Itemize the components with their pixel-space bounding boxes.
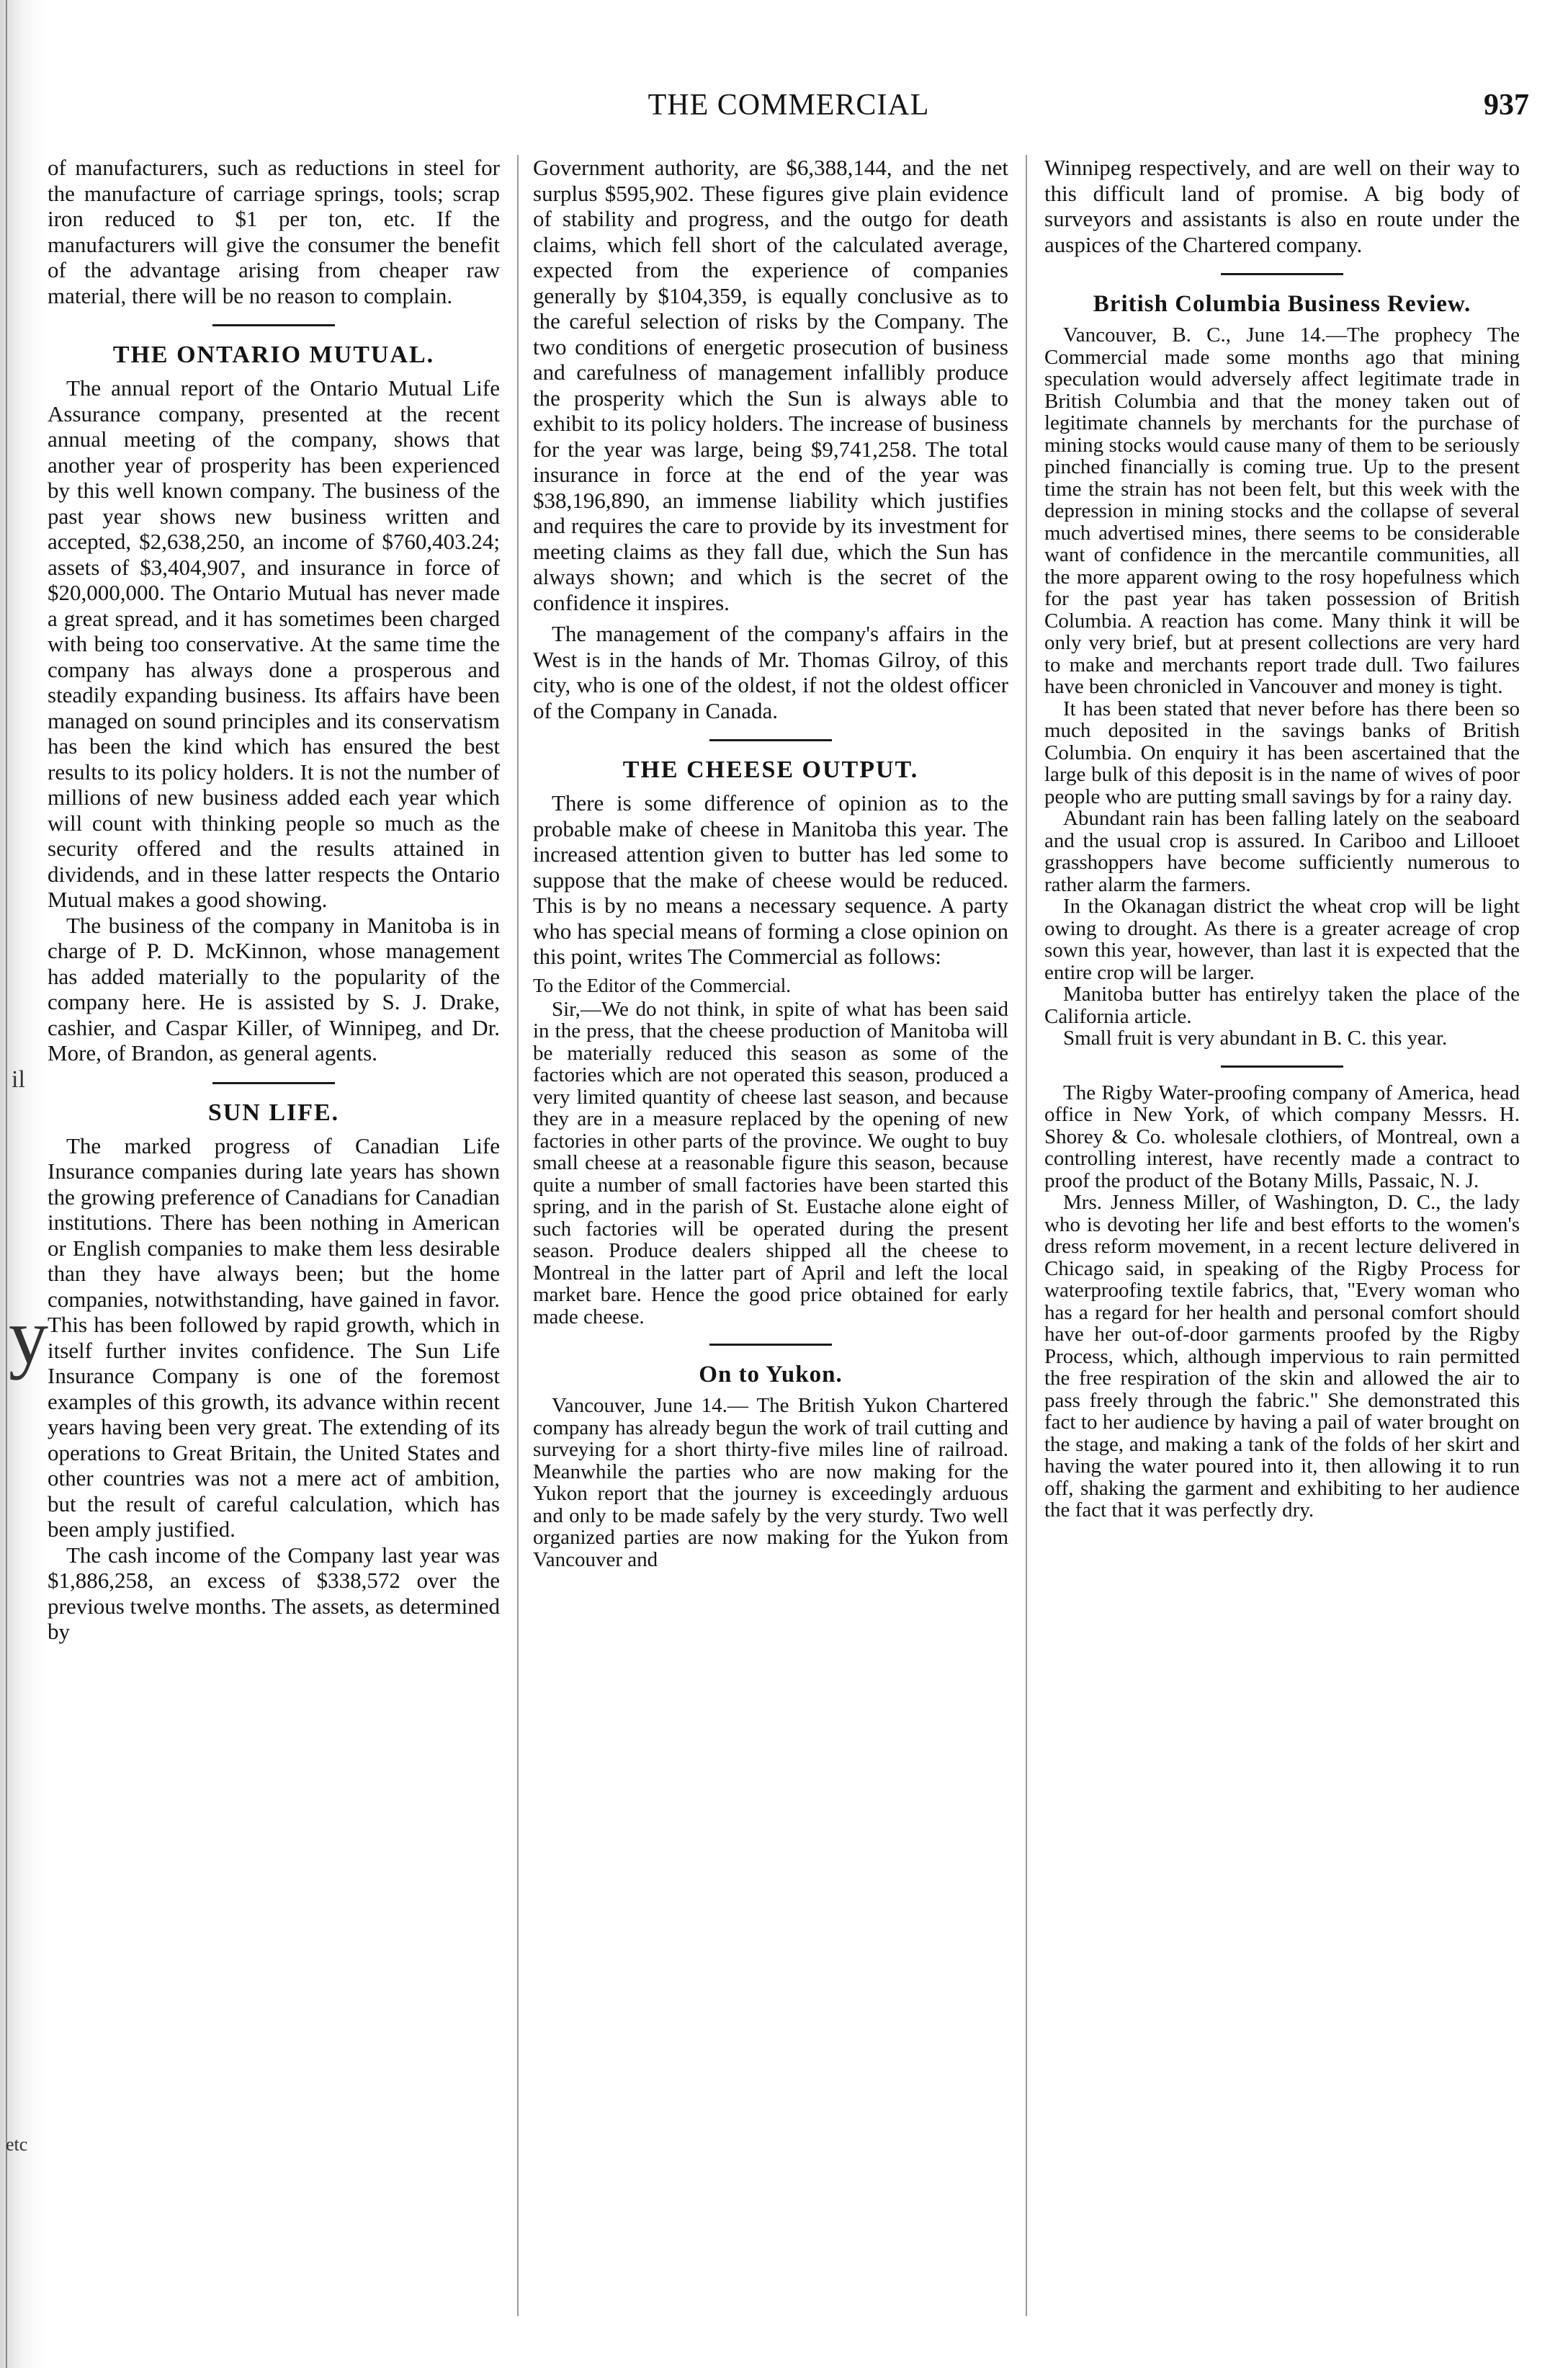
on-to-yukon-paragraph: Vancouver, June 14.— The British Yukon Chartered company has already begun the work of trail cutting and surveying for a short thirty-five miles line of railroad. Meanwhile the parties who are now making for the Yukon report that the journey is exceedingly arduous and only to be made safely by the very sturdy. Two well organized parties are now making for the Yukon from Vancouver and (533, 1394, 1008, 1571)
ontario-mutual-heading: THE ONTARIO MUTUAL. (112, 341, 435, 368)
column-rule-1 (517, 155, 519, 2316)
cheese-letter-body: Sir,—We do not think, in spite of what has been said in the press, that the cheese production of Manitoba will be materially reduced this season as some of the factories which are not operated this season, produced a very limited quantity of cheese last season, and because they are in a measure replaced by the opening of new factories in other parts of the province. We ought to buy small cheese at a reasonable figure this season, because quite a number of small factories have been started this spring, and in the parish of St. Eustache alone eight of such factories will be operated during the present season. Produce dealers shipped all the cheese to Montreal in the latter part of April and left the local market bare. Hence the good price obtained for early made cheese. (533, 997, 1008, 1328)
ontario-mutual-paragraph-2: The business of the company in Manitoba is in charge of P. D. McKinnon, whose management has added materially to the popularity of the company here. He is assisted by S. J. Drake, cashier, and Caspar Killer, of Winnipeg, and Dr. More, of Brandon, as general agents. (48, 912, 500, 1065)
margin-fragment-y: y (9, 1292, 48, 1380)
section-divider (212, 1082, 335, 1084)
column-1 (48, 155, 500, 1645)
sun-life-heading: SUN LIFE. (207, 1099, 340, 1126)
cheese-output-heading: THE CHEESE OUTPUT. (622, 756, 919, 783)
yukon-continuation: Winnipeg respectively, and are well on their way to this difficult land of promise. A big body of surveyors and assistants is also en route under the auspices of the Chartered company. (1044, 155, 1520, 257)
column-2 (533, 155, 1008, 1571)
masthead-title: THE COMMERCIAL (648, 89, 930, 122)
bc-business-review-heading: British Columbia Business Review. (1093, 291, 1471, 317)
bc-review-paragraph-3: Abundant rain has been falling lately on the seaboard and the usual crop is assured. In Cariboo and Lillooet grasshoppers have become sufficiently numerous to rather alarm the farmers. (1044, 807, 1520, 896)
binding-rule (6, 0, 7, 2368)
ontario-mutual-paragraph-1: The annual report of the Ontario Mutual Life Assurance company, presented at the recent annual meeting of the company, shows that another year of prosperity has been experienced by this well known company. The business of the past year shows new business written and accepted, $2,638,250, an income of $760,403.24; assets of $3,404,907, and insurance in force of $20,000,000. The Ontario Mutual has never made a great spread, and it has sometimes been charged with being too conservative. At the same time the company has always done a prosperous and steadily expanding business. Its affairs have been managed on sound principles and its conservatism has been the kind which has ensured the best results to its policy holders. It is not the number of millions of new business added each year which will count with thinking people so much as the security offered and the results attained in dividends, and in these latter respects the Ontario Mutual makes a good showing. (48, 375, 500, 912)
on-to-yukon-heading: On to Yukon. (699, 1362, 843, 1388)
bc-review-paragraph-4: In the Okanagan district the wheat crop will be light owing to drought. As there is a greater acreage of crop sown this year, however, than last it is expected that the entire crop will be larger. (1044, 895, 1520, 984)
bc-review-paragraph-1: Vancouver, B. C., June 14.—The prophecy The Commercial made some months ago that mining speculation would adversely affect legitimate trade in British Columbia and that the money taken out of legitimate channels by merchants for the purchase of mining stocks would cause many of them to be seriously pinched financially is coming true. Up to the present time the strain has not been felt, but this week with the depression in mining stocks and the collapse of several much advertised mines, there seems to be considerable want of confidence in the mercantile communities, all the more apparent owing to the rosy hopefulness which for the past year has taken possession of British Columbia. A reaction has come. Many think it will be only very brief, but at present collections are very hard to make and merchants report trade dull. Two failures have been chronicled in Vancouver and money is tight. (1044, 323, 1520, 698)
section-divider (709, 739, 832, 741)
rigby-paragraph-1: The Rigby Water-proofing company of America, head office in New York, of which company Messrs. H. Shorey & Co. wholesale clothiers, of Montreal, own a controlling interest, have recently made a contract to proof the product of the Botany Mills, Passaic, N. J. (1044, 1081, 1520, 1192)
column-rule-2 (1026, 155, 1027, 2316)
column-3 (1044, 155, 1520, 1522)
section-divider (1221, 1065, 1343, 1068)
page-number: 937 (1484, 89, 1529, 122)
rigby-paragraph-2: Mrs. Jenness Miller, of Washington, D. C., the lady who is devoting her life and best efforts to the women's dress reform movement, in a recent lecture delivered in Chicago said, in speaking of the Rigby Process for waterproofing textile fabrics, that, "Every woman who has a regard for her health and personal comfort should have her out-of-door garments proofed by the Rigby Process, which, although impervious to rain permitted the free respiration of the skin and allowed the air to pass freely through the fabric." She demonstrated this fact to her audience by having a pail of water brought on the stage, and making a tank of the folds of her skirt and having the water poured into it, then allowing it to run off, shaking the garment and exhibiting to her audience the fact that it was perfectly dry. (1044, 1191, 1520, 1522)
margin-fragment-etc: etc (6, 2134, 28, 2155)
bc-review-paragraph-6: Small fruit is very abundant in B. C. this year. (1063, 1027, 1448, 1050)
sun-life-management-paragraph: The management of the company's affairs in the West is in the hands of Mr. Thomas Gilroy, of this city, who is one of the oldest, if not the oldest officer of the Company in Canada. (533, 621, 1008, 723)
section-divider (212, 324, 335, 326)
sun-life-paragraph-2: The cash income of the Company last year was $1,886,258, an excess of $338,572 over the previous twelve months. The assets, as determined by (48, 1542, 500, 1644)
section-divider (709, 1344, 832, 1346)
manufacturers-paragraph: of manufacturers, such as reductions in steel for the manufacture of carriage springs, tools; scrap iron reduced to $1 per ton, etc. If the manufacturers will give the consumer the benefit of the advantage arising from cheaper raw material, there will be no reason to complain. (48, 155, 500, 308)
margin-fragment-il: il (12, 1066, 25, 1093)
bc-review-paragraph-2: It has been stated that never before has there been so much deposited in the savings banks of British Columbia. On enquiry it has been ascertained that the large bulk of this deposit is in the name of wives of poor people who are putting small savings by for a rainy day. (1044, 697, 1520, 808)
cheese-output-paragraph: There is some difference of opinion as to the probable make of cheese in Manitoba this year. The increased attention given to butter has led some to suppose that the make of cheese would be reduced. This is by no means a necessary sequence. A party who has special means of forming a close opinion on this point, writes The Commercial as follows: (533, 790, 1008, 969)
letter-salutation-heading: To the Editor of the Commercial. (533, 974, 792, 996)
sun-life-paragraph-1: The marked progress of Canadian Life Insurance companies during late years has shown the growing preference of Canadians for Canadian institutions. There has been nothing in American or English companies to make them less desirable than they have always been; but the home companies, notwithstanding, have gained in favor. This has been followed by rapid growth, which in itself further invites confidence. The Sun Life Insurance Company is one of the foremost examples of this growth, its advance within recent years having been very great. The extending of its operations to Great Britain, the United States and other countries was not a mere act of ambition, but the result of careful calculation, which has been amply justified. (48, 1132, 500, 1542)
sun-life-continuation: Government authority, are $6,388,144, and the net surplus $595,902. These figures give plain evidence of stability and progress, and the outgo for death claims, which fell short of the calculated average, expected from the experience of companies generally by $104,359, is equally conclusive as to the careful selection of risks by the Company. The two conditions of energetic prosecution of business and carefulness of management infallibly produce the prosperity which the Sun is always able to exhibit to its policy holders. The increase of business for the year was large, being $9,741,258. The total insurance in force at the end of the year was $38,196,890, an immense liability which justifies and requires the care to provide by its investment for meeting claims as they fall due, which the Sun has always shown; and which is the secret of the confidence it inspires. (533, 155, 1008, 615)
bc-review-paragraph-5: Manitoba butter has entirelyy taken the place of the California article. (1044, 983, 1520, 1028)
section-divider (1221, 273, 1343, 275)
